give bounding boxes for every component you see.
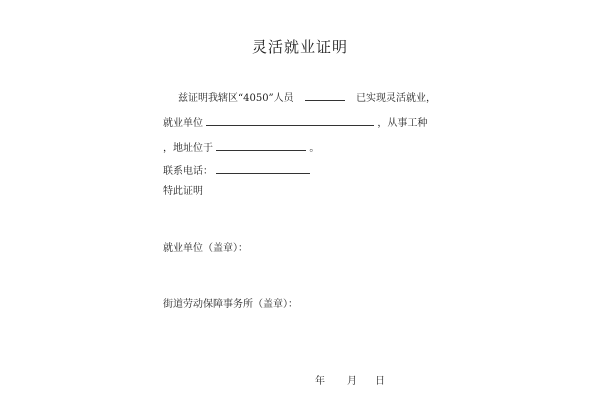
address-end: 。 xyxy=(309,143,320,154)
employment-status-text: 已实现灵活就业， xyxy=(356,93,437,104)
date-day: 日 xyxy=(375,376,385,387)
phone-line xyxy=(163,163,310,179)
phone-blank xyxy=(216,163,310,174)
address-label: ，地址位于 xyxy=(163,143,213,154)
office-seal-label: 街道劳动保障事务所（盖章）： xyxy=(163,299,298,310)
closing-statement: 特此证明 xyxy=(163,186,203,197)
employer-label: 就业单位 xyxy=(163,118,203,129)
employer-line xyxy=(163,115,427,131)
certify-text: 兹证明我辖区“4050”人员 xyxy=(178,93,294,104)
date-month: 月 xyxy=(347,376,357,387)
address-line xyxy=(163,140,319,156)
address-blank xyxy=(216,140,306,151)
employer-seal-label: 就业单位（盖章）： xyxy=(163,243,248,254)
date-year: 年 xyxy=(315,376,325,387)
phone-label: 联系电话： xyxy=(163,166,213,177)
certify-line xyxy=(178,90,436,106)
employer-blank xyxy=(206,115,374,126)
job-type-label: ，从事工种 xyxy=(377,118,428,129)
person-name-blank xyxy=(305,90,345,101)
document-title: 灵活就业证明 xyxy=(251,38,348,56)
